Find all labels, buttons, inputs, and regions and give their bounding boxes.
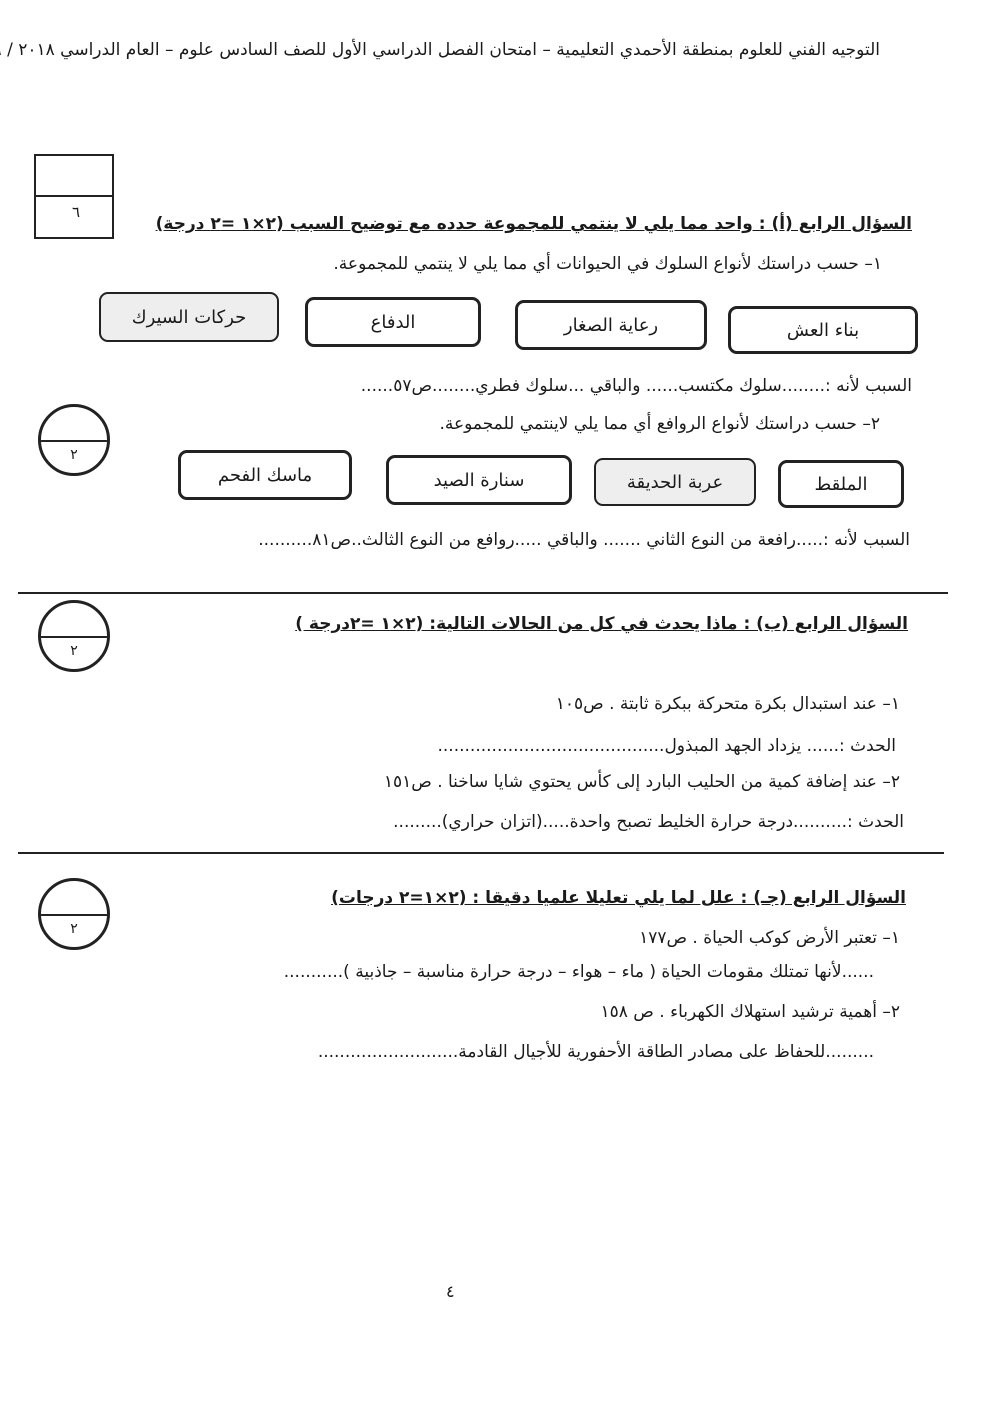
- q4b-mark-value: ٢: [70, 643, 78, 659]
- q4a-item1-prompt: ١– حسب دراستك لأنواع السلوك في الحيوانات أي مما يلي لا ينتمي للمجموعة.: [333, 254, 882, 274]
- page-number: ٤: [446, 1282, 455, 1301]
- q4b-title: السؤال الرابع (ب) : ماذا يحدث في كل من الحالات التالية: (٢×١ =٢درجة ): [295, 614, 908, 634]
- q4a-mark-circle: [38, 404, 110, 476]
- q4a-title: السؤال الرابع (أ) : واحد مما يلي لا ينتمي للمجموعة حدده مع توضيح السبب (٢×١ =٢ درجة): [155, 214, 912, 234]
- section-divider-2: [18, 852, 944, 854]
- option-label: الملقط: [814, 473, 868, 495]
- q4a-item1-option-1: [728, 306, 918, 354]
- q4a-item1-option-2: [515, 300, 707, 350]
- q4a-item1-option-3: [305, 297, 481, 347]
- option-label: ماسك الفحم: [217, 464, 313, 486]
- exam-header: التوجيه الفني للعلوم بمنطقة الأحمدي التعليمية – امتحان الفصل الدراسي الأول للصف السادس علوم – العام الدراسي ٢٠١٨ /: [7, 40, 880, 60]
- q4a-mark-value: ٢: [70, 447, 78, 463]
- q4c-mark-value: ٢: [70, 921, 78, 937]
- mark-divider: [41, 440, 107, 442]
- q4b-item2-answer: الحدث :..........درجة حرارة الخليط تصبح واحدة.....(اتزان حراري).........: [393, 812, 904, 832]
- option-label: رعاية الصغار: [563, 314, 659, 336]
- mark-divider: [41, 914, 107, 916]
- q4a-item2-option-3: [386, 455, 572, 505]
- option-label: حركات السيرك: [131, 306, 247, 328]
- q4b-mark-circle: [38, 600, 110, 672]
- option-label: سنارة الصيد: [433, 469, 525, 491]
- score-box: [34, 154, 114, 239]
- q4b-item1-prompt: ١– عند استبدال بكرة متحركة ببكرة ثابتة . ص١٠٥: [555, 694, 900, 714]
- score-box-empty-cell: [36, 156, 112, 197]
- q4c-item1-prompt: ١– تعتبر الأرض كوكب الحياة . ص١٧٧: [639, 928, 900, 948]
- mark-divider: [41, 636, 107, 638]
- option-label: عربة الحديقة: [626, 471, 724, 493]
- q4a-item1-option-4: [99, 292, 279, 342]
- q4a-item2-option-4: [178, 450, 352, 500]
- q4a-item2-prompt: ٢– حسب دراستك لأنواع الروافع أي مما يلي لاينتمي للمجموعة.: [439, 414, 880, 434]
- section-divider-1: [18, 592, 948, 594]
- score-box-value: ٦: [72, 202, 81, 221]
- q4b-item1-answer: الحدث :...... يزداد الجهد المبذول..........................................: [437, 736, 896, 756]
- score-box-value-cell: [36, 197, 112, 238]
- q4c-item2-answer: .........للحفاظ على مصادر الطاقة الأحفورية للأجيال القادمة..........................: [317, 1042, 874, 1062]
- q4c-mark-circle: [38, 878, 110, 950]
- q4c-item2-prompt: ٢– أهمية ترشيد استهلاك الكهرباء . ص ١٥٨: [600, 1002, 900, 1022]
- q4b-item2-prompt: ٢– عند إضافة كمية من الحليب البارد إلى كأس يحتوي شايا ساخنا . ص١٥١: [383, 772, 900, 792]
- q4a-item2-option-1: [778, 460, 904, 508]
- q4a-item2-option-2: [594, 458, 756, 506]
- option-label: بناء العش: [786, 319, 860, 341]
- q4c-item1-answer: ......لأنها تمتلك مقومات الحياة ( ماء – هواء – درجة حرارة مناسبة – جاذبية )...........: [283, 962, 874, 982]
- option-label: الدفاع: [370, 311, 416, 333]
- q4c-title: السؤال الرابع (جـ) : علل لما يلي تعليلا علميا دقيقا : (٢×١=٢ درجات): [331, 888, 906, 908]
- q4a-item2-reason: السبب لأنه :.....رافعة من النوع الثاني ....... والباقي .....روافع من النوع الثالث..ص٨١..........: [258, 530, 910, 550]
- q4a-item1-reason: السبب لأنه :........سلوك مكتسب...... والباقي ...سلوك فطري........ص٥٧......: [360, 376, 912, 396]
